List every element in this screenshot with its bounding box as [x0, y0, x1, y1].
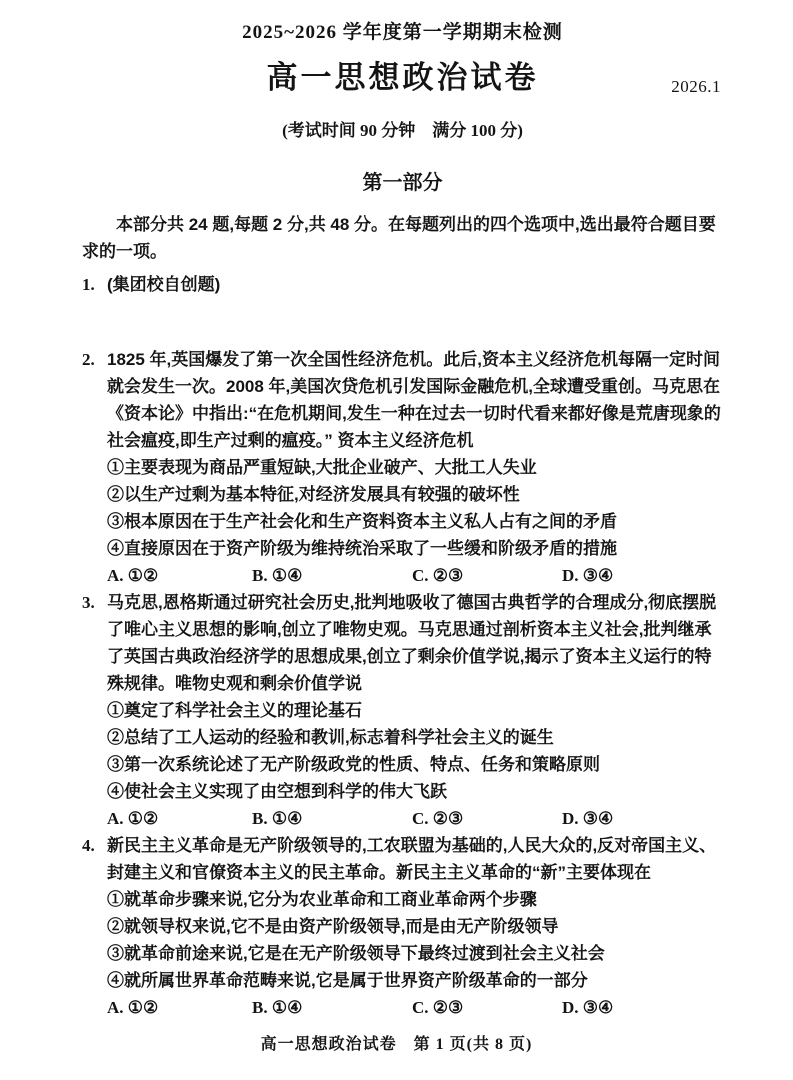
question-4-options [107, 994, 723, 1021]
question-2-option-b: B. ①④ [252, 566, 303, 585]
question-2-statement-3: ③根本原因在于生产社会化和生产资料资本主义私人占有之间的矛盾 [107, 512, 617, 531]
question-1-stem [82, 271, 723, 298]
section-instructions: 本部分共 24 题,每题 2 分,共 48 分。在每题列出的四个选项中,选出最符合题目要求的一项。 [82, 215, 716, 261]
question-2-option-d: D. ③④ [562, 566, 614, 585]
question-4-option-a: A. ①② [107, 998, 159, 1017]
question-4-number: 4. [82, 836, 95, 855]
question-2-options [107, 562, 723, 589]
question-4-stem [82, 832, 723, 886]
question-4-statement-3: ③就革命前途来说,它是在无产阶级领导下最终过渡到社会主义社会 [107, 944, 605, 963]
question-2-statement-1: ①主要表现为商品严重短缺,大批企业破产、大批工人失业 [107, 458, 537, 477]
title-row [82, 56, 723, 100]
exam-duration-and-score: (考试时间 90 分钟 满分 100 分) [282, 121, 523, 140]
question-2-statement-4: ④直接原因在于资产阶级为维持统治采取了一些缓和阶级矛盾的措施 [107, 539, 617, 558]
question-2-statement-2: ②以生产过剩为基本特征,对经济发展具有较强的破坏性 [107, 485, 520, 504]
page-title: 高一思想政治试卷 [266, 60, 539, 95]
question-3-statement-3: ③第一次系统论述了无产阶级政党的性质、特点、任务和策略原则 [107, 755, 600, 774]
question-3-stem [82, 589, 723, 697]
exam-date: 2026.1 [671, 77, 721, 96]
question-3-option-c: C. ②③ [412, 809, 464, 828]
section-title: 第一部分 [362, 172, 443, 194]
question-2-option-c: C. ②③ [412, 566, 464, 585]
question-4 [82, 832, 723, 1021]
question-3-option-d: D. ③④ [562, 809, 614, 828]
page-footer: 高一思想政治试卷 第 1 页(共 8 页) [260, 1036, 533, 1053]
question-2-stem [82, 346, 723, 454]
question-2-stem-text: 1825 年,英国爆发了第一次全国性经济危机。此后,资本主义经济危机每隔一定时间就会发生一次。2008 年,美国次贷危机引发国际金融危机,全球遭受重创。马克思在《资本论》中指出:“在危机期间,发生一种在过去一切时代看来都好像是荒唐现象的社会瘟疫,即生产过剩的瘟疫。” 资本主义经济危机 [107, 350, 721, 450]
question-3-option-b: B. ①④ [252, 809, 303, 828]
exam-session-heading: 2025~2026 学年度第一学期期末检测 [242, 22, 563, 43]
question-1 [82, 271, 723, 298]
question-3-number: 3. [82, 593, 95, 612]
question-1-number: 1. [82, 275, 95, 294]
question-3 [82, 589, 723, 832]
question-3-statement-2: ②总结了工人运动的经验和教训,标志着科学社会主义的诞生 [107, 728, 554, 747]
question-3-option-a: A. ①② [107, 809, 159, 828]
question-2-number: 2. [82, 350, 95, 369]
question-4-statement-1: ①就革命步骤来说,它分为农业革命和工商业革命两个步骤 [107, 890, 537, 909]
question-3-stem-text: 马克思,恩格斯通过研究社会历史,批判地吸收了德国古典哲学的合理成分,彻底摆脱了唯心主义思想的影响,创立了唯物史观。马克思通过剖析资本主义社会,批判继承了英国古典政治经济学的思想成果,创立了剩余价值学说,揭示了资本主义运行的特殊规律。唯物史观和剩余价值学说 [107, 593, 717, 693]
question-2 [82, 346, 723, 589]
question-4-option-b: B. ①④ [252, 998, 303, 1017]
question-3-statement-1: ①奠定了科学社会主义的理论基石 [107, 701, 362, 720]
question-4-statement-2: ②就领导权来说,它不是由资产阶级领导,而是由无产阶级领导 [107, 917, 559, 936]
question-2-option-a: A. ①② [107, 566, 159, 585]
question-4-statement-4: ④就所属世界革命范畴来说,它是属于世界资产阶级革命的一部分 [107, 971, 588, 990]
question-3-options [107, 805, 723, 832]
question-4-option-d: D. ③④ [562, 998, 614, 1017]
question-4-option-c: C. ②③ [412, 998, 464, 1017]
question-4-stem-text: 新民主主义革命是无产阶级领导的,工农联盟为基础的,人民大众的,反对帝国主义、封建主义和官僚资本主义的民主革命。新民主主义革命的“新”主要体现在 [107, 836, 717, 882]
question-3-statement-4: ④使社会主义实现了由空想到科学的伟大飞跃 [107, 782, 447, 801]
question-1-stem-text: (集团校自创题) [107, 275, 221, 294]
